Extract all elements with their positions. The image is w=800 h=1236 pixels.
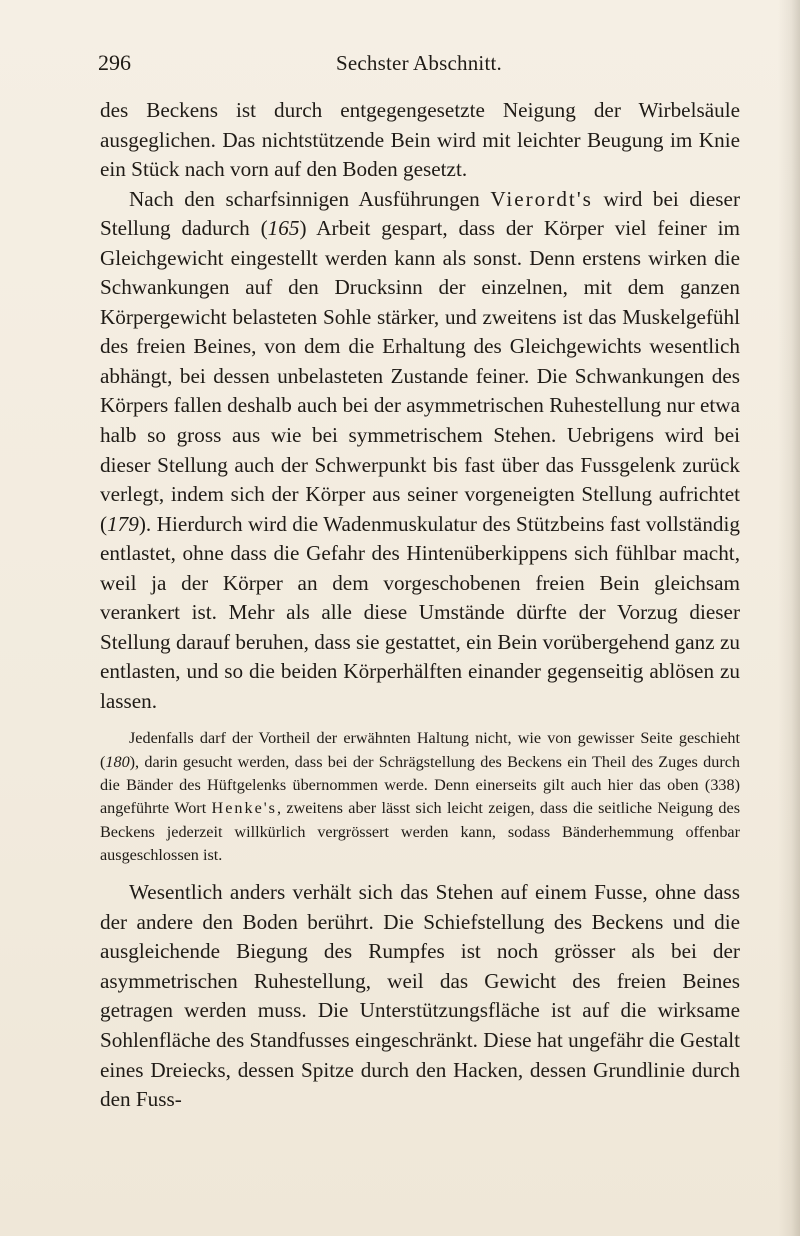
page-edge-shadow (778, 0, 800, 1236)
author-name-henke: Henke's (211, 799, 277, 818)
text-run: Nach den scharfsinnigen Ausführungen (129, 186, 491, 211)
author-name-vierordt: Vierordt's (490, 186, 593, 211)
paragraph-continued: des Beckens ist durch entgegengesetzte Neigung der Wirbelsäule ausgeglichen. Das nichtstützende Bein wird mit leichter Beugung im Knie ein Stück nach vorn auf den Boden gesetzt. (100, 98, 740, 182)
page-header (98, 50, 740, 76)
small-print-paragraph (100, 727, 740, 867)
running-head: Sechster Abschnitt. (336, 51, 502, 75)
paragraph-one-foot-stance: Wesentlich anders verhält sich das Stehen auf einem Fusse, ohne dass der andere den Boden berührt. Die Schiefstellung des Beckens und die ausgleichende Biegung des Rumpfes ist noch grösser als bei der asymmetrischen Ruhestellung, weil das Gewicht des freien Beines getragen werden muss. Die Unterstützungsfläche ist auf die wirksame Sohlenfläche des Standfusses eingeschränkt. Diese hat ungefähr die Gestalt eines Dreiecks, dessen Spitze durch den Hacken, dessen Grundlinie durch den Fuss- (100, 880, 740, 1112)
paragraph-vierordt (100, 185, 740, 717)
text-run: , zweitens aber lässt sich leicht zeigen, dass die seitliche Neigung des Beckens jederzeit willkürlich vergrössert werden kann, sodass Bänderhemmung offenbar ausgeschlossen ist. (100, 799, 740, 864)
page-body (100, 96, 740, 1115)
text-run: ). Hierdurch wird die Wadenmuskulatur des Stützbeins fast vollständig entlastet, ohne dass die Gefahr des Hintenüberkippens sich fühlbar macht, weil ja der Körper an dem vorgeschobenen freien Bein gleichsam verankert ist. Mehr als alle diese Umstände dürfte der Vorzug dieser Stellung darauf beruhen, dass sie gestattet, ein Bein vorübergehend ganz zu entlasten, und so die beiden Körperhälften einander gegenseitig ablösen zu lassen. (100, 511, 740, 713)
page-number: 296 (98, 50, 131, 75)
reference-number: 180 (105, 752, 130, 771)
text-run: wird bei dieser Stellung dadurch ( (100, 186, 741, 241)
text-run: Jedenfalls darf der Vortheil der erwähnten Haltung nicht, wie von gewisser Seite geschieht ( (100, 729, 740, 771)
reference-number: 179 (107, 511, 139, 536)
text-run: ) Arbeit gespart, dass der Körper viel feiner im Gleichgewicht eingestellt werden kann als sonst. Denn erstens wirken die Schwankungen auf den Drucksinn der einzelnen, mit dem ganzen Körpergewicht belasteten Sohle stärker, und zweitens ist das Muskelgefühl des freien Beines, von dem die Erhaltung des Gleichgewichts wesentlich abhängt, bei dessen unbelasteten Zustande feiner. Die Schwankungen des Körpers fallen deshalb auch bei der asymmetrischen Ruhestellung nur etwa halb so gross aus wie bei symmetrischem Stehen. Uebrigens wird bei dieser Stellung auch der Schwerpunkt bis fast über das Fussgelenk zurück verlegt, indem sich der Körper aus seiner vorgeneigten Stellung aufrichtet ( (100, 216, 740, 536)
reference-number: 165 (267, 216, 300, 241)
text-run: ), darin gesucht werden, dass bei der Schrägstellung des Beckens ein Theil des Zuges durch die Bänder des Hüftgelenks übernommen werde. Denn einerseits gilt auch hier das oben (338) angeführte Wort (100, 752, 740, 818)
